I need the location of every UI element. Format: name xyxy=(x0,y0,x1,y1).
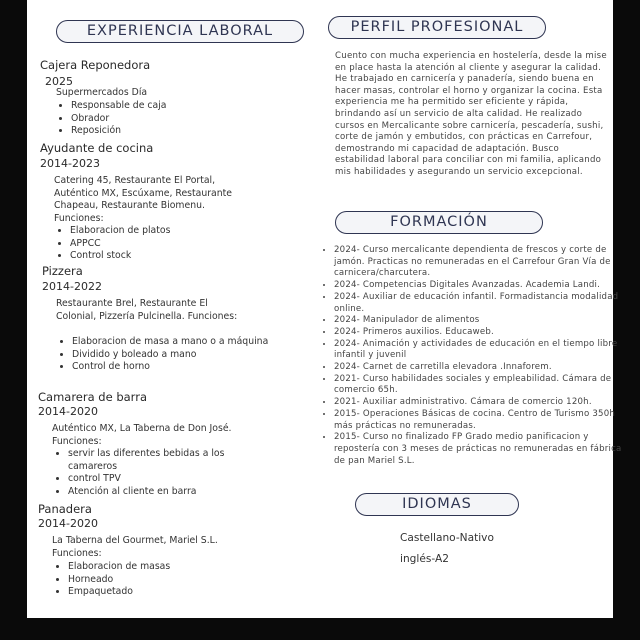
education-item: • 2021- Auxiliar administrativo. Cámara de comercio 120h. xyxy=(334,397,626,409)
job-duties xyxy=(54,225,270,263)
duty-item: • Responsable de caja xyxy=(71,100,271,113)
duty-item: • Dividido y boleado a mano xyxy=(72,349,272,362)
job-years: 2014-2020 xyxy=(38,405,98,418)
job-company: Supermercados Día xyxy=(56,87,148,98)
duty-item: • Elaboracion de masa a mano o a máquina xyxy=(72,336,272,349)
languages-heading: IDIOMAS xyxy=(355,493,519,516)
job-company: Auténtico MX, La Taberna de Don José. Funciones: xyxy=(52,423,232,447)
job-company: Restaurante Brel, Restaurante El Colonial, Pizzería Pulcinella. Funciones: xyxy=(56,298,238,322)
job-title: Camarera de barra xyxy=(38,390,147,404)
education-heading: FORMACIÓN xyxy=(335,211,543,234)
education-item: • 2024- Carnet de carretilla elevadora .Innaforem. xyxy=(334,362,626,374)
duty-item: • Empaquetado xyxy=(68,586,268,599)
job-company: La Taberna del Gourmet, Mariel S.L. Funciones: xyxy=(52,535,218,559)
education-item: • 2015- Operaciones Básicas de cocina. Centro de Turismo 350h más prácticas no remuneradas. xyxy=(334,409,626,432)
duty-item: • Horneado xyxy=(68,574,268,587)
duty-item: • Atención al cliente en barra xyxy=(68,486,273,499)
job-title: Panadera xyxy=(38,502,92,516)
job-duties xyxy=(55,100,271,138)
job-years: 2014-2023 xyxy=(40,157,100,170)
education-item: • 2024- Animación y actividades de educación en el tiempo libre infantil y juvenil xyxy=(334,339,626,362)
education-item: • 2021- Curso habilidades sociales y empleabilidad. Cámara de comercio 65h. xyxy=(334,374,626,397)
education-item: • 2024- Competencias Digitales Avanzadas. Academia Landi. xyxy=(334,280,626,292)
education-item: • 2024- Curso mercalicante dependienta de frescos y corte de jamón. Practicas no remuneradas en el Carrefour Gran Vía de carnicera/charcutera. xyxy=(334,245,626,280)
language-item: Castellano-Nativo xyxy=(400,532,494,544)
profile-heading: PERFIL PROFESIONAL xyxy=(328,16,546,39)
job-duties xyxy=(52,561,268,599)
job-title: Ayudante de cocina xyxy=(40,141,154,155)
job-duties xyxy=(56,336,272,374)
profile-text: Cuento con mucha experiencia en hostelería, desde la mise en place hasta la atención al cliente y asegurar la calidad. He trabajado en carnicería y panadería, siendo buena en hacer masas, controlar el horno y organizar la cocina. Esta experiencia me ha permitido ser eficiente y rápida, brindando así un servicio de alta calidad. He realizado cursos en Mercalicante sobre carnicería, pescadería, sushi, corte de jamón y embutidos, con prácticas en Carrefour, demostrando mi capacidad de adaptación. Busco estabilidad laboral para conciliar con mi familia, aplicando mis habilidades y asegurando un servicio excepcional. xyxy=(335,51,607,177)
resume-page xyxy=(27,0,622,618)
job-title: Cajera Reponedora xyxy=(40,58,151,72)
duty-item: • control TPV xyxy=(68,473,273,486)
education-list xyxy=(318,245,626,467)
duty-item: • Reposición xyxy=(71,125,271,138)
duty-item: • servir las diferentes bebidas a los camareros xyxy=(68,448,273,473)
duty-item: • Obrador xyxy=(71,113,271,126)
job-years: 2014-2020 xyxy=(38,517,98,530)
duty-item: • APPCC xyxy=(70,238,270,251)
education-item: • 2024- Auxiliar de educación infantil. Formadistancia modalidad online. xyxy=(334,292,626,315)
duty-item: • Elaboracion de platos xyxy=(70,225,270,238)
job-years: 2014-2022 xyxy=(42,280,102,293)
education-item: • 2024- Manipulador de alimentos xyxy=(334,315,626,327)
duty-item: • Control stock xyxy=(70,250,270,263)
duty-item: • Control de horno xyxy=(72,361,272,374)
job-duties xyxy=(52,448,273,498)
job-title: Pizzera xyxy=(42,264,83,278)
education-item: • 2024- Primeros auxilios. Educaweb. xyxy=(334,327,626,339)
experience-heading: EXPERIENCIA LABORAL xyxy=(56,20,304,43)
job-company: Catering 45, Restaurante El Portal, Auténtico MX, Escúxame, Restaurante Chapeau, Restaurante Biomenu. Funciones: xyxy=(54,175,233,224)
duty-item: • Elaboracion de masas xyxy=(68,561,268,574)
education-item: • 2015- Curso no finalizado FP Grado medio panificacion y repostería con 3 meses de prácticas no remuneradas en fábrica de pan Mariel S.L. xyxy=(334,432,626,467)
job-years: 2025 xyxy=(45,75,73,88)
language-item: inglés-A2 xyxy=(400,553,449,565)
